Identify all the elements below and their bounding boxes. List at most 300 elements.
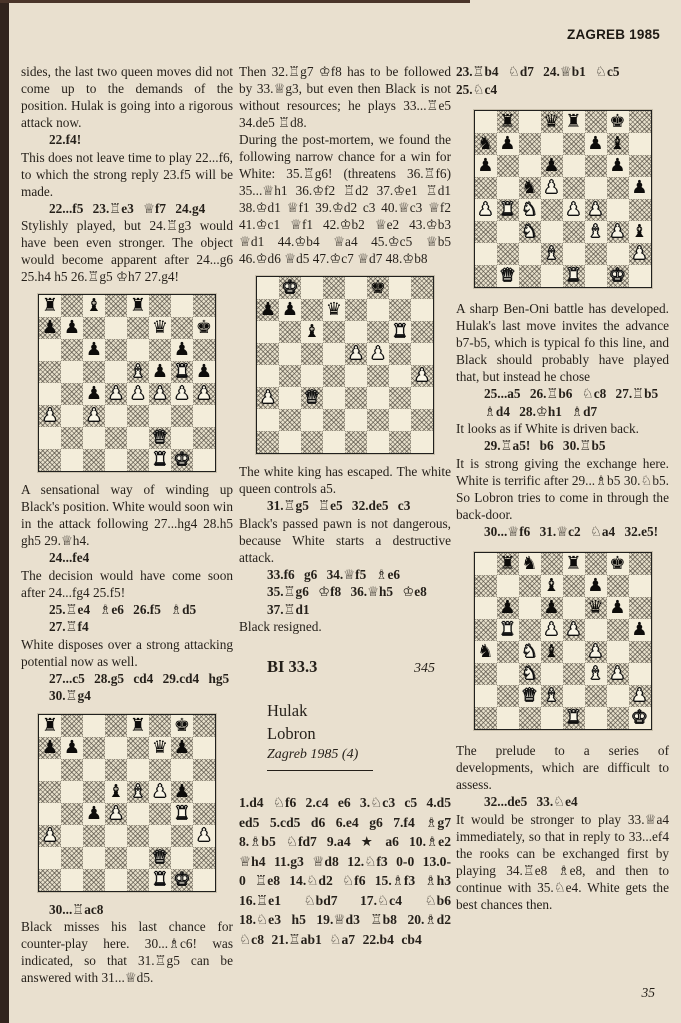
board-square-d2 [105, 847, 127, 869]
black-rook-piece: ♜ [129, 714, 147, 736]
board-square-d4 [541, 199, 563, 221]
board-square-e8 [563, 553, 585, 575]
board-square-h3 [629, 221, 651, 243]
black-pawn-piece: ♟ [41, 317, 59, 338]
white-rook-piece: ♜ [173, 361, 191, 382]
white-pawn-piece: ♟ [195, 383, 213, 404]
move-line: 23.♖b4 ♘d7 24.♕b1 ♘c5 25.♘c4 [456, 64, 620, 97]
board-square-a8 [257, 277, 279, 299]
board-square-a5 [257, 343, 279, 365]
board-square-c2 [519, 685, 541, 707]
white-pawn-piece: ♟ [369, 343, 387, 364]
white-rook-piece: ♜ [173, 802, 191, 824]
board-square-f8 [585, 553, 607, 575]
board-square-g5 [171, 361, 193, 383]
board-square-h5 [629, 619, 651, 641]
board-square-d5 [541, 177, 563, 199]
white-pawn-piece: ♟ [107, 802, 125, 824]
black-knight-piece: ♞ [521, 177, 538, 198]
divider-rule [267, 770, 373, 771]
white-pawn-piece: ♟ [609, 663, 626, 684]
move-line: 32...de5 33.♘e4 [484, 794, 578, 809]
game-score: 1.d4 ♘f6 2.c4 e6 3.♘c3 c5 4.d5 ed5 5.cd5 d6 6.e4 g6 7.f4 ♗g7 8.♗b5 ♘fd7 9.a4 ★ a6 10.♗e2 ♕h4 11.g3 ♕d8 12.♘f3 0-0 13.0-0 ♖e8 14.♘d2 ♘f6 15.♗f3 ♗h3 16.♖e1 ♘bd7 17.♘c4 ♘b6 18.♘e3 h5 19.♕d3 ♖b8 20.♗d2 ♘c8 21.♖ab1 ♘a7 22.b4 cb4 [239, 795, 451, 947]
board-square-e5 [127, 781, 149, 803]
board-square-e7 [563, 133, 585, 155]
black-knight-piece: ♞ [477, 641, 494, 662]
board-square-f4 [585, 641, 607, 663]
board-square-f7 [367, 299, 389, 321]
board-square-b8 [61, 295, 83, 317]
board-square-c4 [83, 803, 105, 825]
board-square-h4 [411, 365, 433, 387]
black-pawn-piece: ♟ [41, 736, 59, 758]
board-square-h3 [193, 825, 215, 847]
board-square-c3 [83, 405, 105, 427]
board-square-h6 [629, 155, 651, 177]
board-square-c1 [301, 431, 323, 453]
white-bishop-piece: ♝ [129, 361, 147, 382]
board-square-e6 [563, 155, 585, 177]
board-square-h2 [629, 243, 651, 265]
board-square-e1 [345, 431, 367, 453]
move-line: 30...♖ac8 [49, 901, 104, 917]
board-square-f1 [367, 431, 389, 453]
board-square-e4 [345, 365, 367, 387]
board-square-f1 [585, 265, 607, 287]
board-square-f6 [367, 321, 389, 343]
board-square-e3 [127, 825, 149, 847]
board-square-b3 [279, 387, 301, 409]
board-square-b5 [61, 781, 83, 803]
black-pawn-piece: ♟ [543, 597, 560, 618]
board-square-b6 [61, 759, 83, 781]
board-square-a3 [257, 387, 279, 409]
black-bishop-piece: ♝ [609, 133, 626, 154]
black-pawn-piece: ♟ [63, 736, 81, 758]
board-square-a5 [39, 781, 61, 803]
board-square-f5 [585, 619, 607, 641]
black-king-piece: ♚ [609, 553, 626, 574]
board-square-g5 [607, 619, 629, 641]
board-square-g4 [171, 803, 193, 825]
board-square-e3 [127, 405, 149, 427]
board-square-e5 [563, 619, 585, 641]
board-square-b4 [61, 803, 83, 825]
board-square-e4 [127, 803, 149, 825]
black-queen-piece: ♛ [151, 736, 169, 758]
black-pawn-piece: ♟ [587, 133, 604, 154]
board-square-c8 [83, 715, 105, 737]
board-square-b4 [497, 199, 519, 221]
board-square-g5 [389, 343, 411, 365]
black-pawn-piece: ♟ [477, 155, 494, 176]
board-square-h1 [629, 707, 651, 729]
board-square-d8 [541, 111, 563, 133]
board-square-d3 [541, 663, 563, 685]
text-paragraph: Black misses his last chance for counter-play here. 30...♗c6! was indicated, so that 31.♖g5 can be answered with 31...♕d5. [21, 919, 233, 985]
chess-diagram-1 [38, 294, 216, 472]
board-square-f3 [149, 405, 171, 427]
board-square-b1 [497, 265, 519, 287]
black-rook-piece: ♜ [129, 295, 147, 316]
board-square-f7 [149, 737, 171, 759]
board-square-h8 [193, 295, 215, 317]
white-pawn-piece: ♟ [173, 383, 191, 404]
text-paragraph: This does not leave time to play 22...f6, to which the strong reply 23.f5 will be made. [21, 149, 233, 199]
board-square-h5 [193, 781, 215, 803]
board-square-c4 [83, 383, 105, 405]
board-square-h6 [193, 759, 215, 781]
game-header [239, 657, 451, 771]
board-square-a6 [475, 155, 497, 177]
board-square-f8 [585, 111, 607, 133]
board-square-d1 [541, 707, 563, 729]
board-square-a4 [257, 365, 279, 387]
board-square-f2 [585, 243, 607, 265]
text-paragraph: It would be stronger to play 33.♕a4 immediately, so that in reply to 33...ef4 the rooks can be exchanged first by playing 34.♖e8 ♗e8, and then to continue with 35.♘e4. White gets the best chances then. [456, 811, 669, 912]
board-square-a7 [39, 737, 61, 759]
board-square-g4 [389, 365, 411, 387]
board-square-a7 [475, 133, 497, 155]
white-pawn-piece: ♟ [413, 365, 431, 386]
board-square-g6 [171, 759, 193, 781]
board-square-c6 [519, 597, 541, 619]
board-square-g6 [607, 597, 629, 619]
board-square-f6 [585, 155, 607, 177]
board-square-c2 [301, 409, 323, 431]
black-pawn-piece: ♟ [173, 780, 191, 802]
board-square-b1 [279, 431, 301, 453]
board-square-b8 [497, 553, 519, 575]
player-white: Hulak [267, 701, 308, 720]
board-square-g5 [607, 177, 629, 199]
board-square-d2 [105, 427, 127, 449]
white-pawn-piece: ♟ [587, 641, 604, 662]
board-square-b8 [497, 111, 519, 133]
move-line: 25.♖e4 ♗e6 26.f5 ♗d5 27.♖f4 [49, 601, 197, 634]
board-square-a4 [39, 803, 61, 825]
board-square-h4 [629, 199, 651, 221]
board-square-h1 [193, 869, 215, 891]
white-knight-piece: ♞ [521, 221, 538, 242]
board-square-e2 [563, 685, 585, 707]
board-square-h2 [193, 847, 215, 869]
board-square-a1 [39, 869, 61, 891]
board-square-e6 [563, 597, 585, 619]
board-square-c1 [83, 449, 105, 471]
black-pawn-piece: ♟ [499, 597, 516, 618]
game-number: 345 [414, 661, 435, 676]
white-pawn-piece: ♟ [587, 199, 604, 220]
scan-edge-strip [0, 0, 9, 1023]
board-square-d7 [541, 575, 563, 597]
board-square-g1 [171, 869, 193, 891]
board-square-g3 [171, 405, 193, 427]
text-paragraph: sides, the last two queen moves did not come up to the demands of the position. Hulak is going into a rigorous attack now. [21, 64, 233, 130]
board-square-f4 [367, 365, 389, 387]
board-square-e7 [127, 737, 149, 759]
black-king-piece: ♚ [609, 111, 626, 132]
board-square-a3 [475, 221, 497, 243]
board-square-b5 [497, 177, 519, 199]
board-square-a6 [39, 339, 61, 361]
black-pawn-piece: ♟ [609, 155, 626, 176]
board-square-c2 [83, 427, 105, 449]
white-queen-piece: ♛ [151, 427, 169, 448]
board-square-g4 [607, 199, 629, 221]
black-pawn-piece: ♟ [85, 802, 103, 824]
board-square-e8 [563, 111, 585, 133]
board-square-c4 [301, 365, 323, 387]
white-rook-piece: ♜ [151, 449, 169, 470]
black-rook-piece: ♜ [565, 553, 582, 574]
white-pawn-piece: ♟ [609, 221, 626, 242]
board-square-a7 [475, 575, 497, 597]
board-square-g2 [607, 685, 629, 707]
board-square-c1 [519, 265, 541, 287]
board-square-e3 [563, 663, 585, 685]
text-paragraph: A sharp Ben-Oni battle has developed. Hulak's last move invites the advance b7-b5, which is typical fo this line, and Black should probably have played that, but instead he chose [456, 301, 669, 384]
board-square-b7 [279, 299, 301, 321]
black-rook-piece: ♜ [565, 111, 582, 132]
board-square-a7 [39, 317, 61, 339]
board-square-h5 [193, 361, 215, 383]
board-square-f3 [585, 663, 607, 685]
board-square-f8 [367, 277, 389, 299]
board-square-a8 [475, 111, 497, 133]
board-square-b2 [497, 243, 519, 265]
board-square-f3 [149, 825, 171, 847]
board-square-d2 [323, 409, 345, 431]
board-square-h6 [629, 597, 651, 619]
board-square-h2 [629, 685, 651, 707]
board-square-b1 [61, 449, 83, 471]
board-square-e1 [127, 869, 149, 891]
board-square-e1 [563, 707, 585, 729]
board-square-b7 [497, 575, 519, 597]
board-square-d4 [105, 803, 127, 825]
board-square-g7 [171, 317, 193, 339]
board-square-a2 [475, 685, 497, 707]
board-square-d1 [105, 869, 127, 891]
board-square-f5 [149, 361, 171, 383]
white-pawn-piece: ♟ [85, 405, 103, 426]
board-square-b6 [279, 321, 301, 343]
board-square-a6 [257, 321, 279, 343]
board-square-c6 [301, 321, 323, 343]
board-square-f6 [585, 597, 607, 619]
board-square-c8 [83, 295, 105, 317]
board-square-b1 [61, 869, 83, 891]
board-square-e6 [345, 321, 367, 343]
board-square-h6 [193, 339, 215, 361]
board-square-h7 [193, 737, 215, 759]
board-square-g6 [389, 321, 411, 343]
board-square-b2 [61, 847, 83, 869]
board-square-b5 [497, 619, 519, 641]
white-pawn-piece: ♟ [543, 619, 560, 640]
board-square-g8 [607, 111, 629, 133]
black-queen-piece: ♛ [325, 299, 343, 320]
black-pawn-piece: ♟ [609, 597, 626, 618]
board-square-f3 [367, 387, 389, 409]
board-square-f7 [585, 575, 607, 597]
board-square-g8 [171, 715, 193, 737]
board-square-c1 [519, 707, 541, 729]
black-pawn-piece: ♟ [543, 155, 560, 176]
board-square-a2 [39, 427, 61, 449]
white-bishop-piece: ♝ [543, 243, 560, 264]
board-square-b2 [497, 685, 519, 707]
board-square-d1 [541, 265, 563, 287]
board-square-e2 [345, 409, 367, 431]
board-square-a2 [39, 847, 61, 869]
board-square-h7 [629, 575, 651, 597]
board-square-a5 [475, 619, 497, 641]
board-square-d3 [105, 405, 127, 427]
black-rook-piece: ♜ [499, 111, 516, 132]
board-square-g6 [171, 339, 193, 361]
board-square-f7 [585, 133, 607, 155]
page-number: 35 [641, 985, 655, 1000]
board-square-c7 [83, 737, 105, 759]
board-square-b2 [279, 409, 301, 431]
board-square-c7 [83, 317, 105, 339]
board-square-h4 [193, 383, 215, 405]
white-king-piece: ♚ [281, 277, 299, 298]
board-square-c5 [519, 177, 541, 199]
board-square-b3 [497, 663, 519, 685]
board-square-d8 [105, 295, 127, 317]
board-square-f4 [149, 383, 171, 405]
white-queen-piece: ♛ [499, 265, 516, 286]
white-pawn-piece: ♟ [543, 177, 560, 198]
white-pawn-piece: ♟ [107, 383, 125, 404]
black-king-piece: ♚ [173, 714, 191, 736]
move-line: 27...c5 28.g5 cd4 29.cd4 hg5 30.♖g4 [49, 670, 230, 703]
board-square-a1 [475, 265, 497, 287]
board-square-a5 [39, 361, 61, 383]
board-square-b5 [61, 361, 83, 383]
board-square-b6 [497, 155, 519, 177]
board-square-d5 [323, 343, 345, 365]
board-square-f8 [149, 715, 171, 737]
board-square-g2 [389, 409, 411, 431]
board-square-h7 [193, 317, 215, 339]
board-square-g1 [607, 265, 629, 287]
board-square-g3 [171, 825, 193, 847]
board-square-h8 [193, 715, 215, 737]
board-square-h7 [411, 299, 433, 321]
board-square-d5 [105, 781, 127, 803]
board-square-g3 [607, 663, 629, 685]
chess-diagram-5 [474, 552, 652, 730]
board-square-h5 [411, 343, 433, 365]
board-square-c8 [519, 553, 541, 575]
black-bishop-piece: ♝ [107, 780, 125, 802]
board-square-c7 [301, 299, 323, 321]
board-square-c3 [519, 221, 541, 243]
black-pawn-piece: ♟ [631, 619, 648, 640]
white-bishop-piece: ♝ [129, 780, 147, 802]
white-pawn-piece: ♟ [477, 199, 494, 220]
black-pawn-piece: ♟ [631, 177, 648, 198]
board-square-a4 [39, 383, 61, 405]
board-square-b7 [61, 317, 83, 339]
black-queen-piece: ♛ [587, 597, 604, 618]
board-square-c1 [83, 869, 105, 891]
board-square-g8 [607, 553, 629, 575]
board-square-d4 [541, 641, 563, 663]
white-pawn-piece: ♟ [151, 383, 169, 404]
board-square-e2 [127, 427, 149, 449]
board-square-e8 [345, 277, 367, 299]
black-pawn-piece: ♟ [85, 339, 103, 360]
board-square-g7 [607, 575, 629, 597]
white-rook-piece: ♜ [565, 707, 582, 728]
board-square-d7 [105, 737, 127, 759]
text-paragraph: The white king has escaped. The white queen controls a5. [239, 464, 451, 496]
board-square-c8 [301, 277, 323, 299]
board-square-h4 [193, 803, 215, 825]
board-square-d6 [105, 759, 127, 781]
board-square-g4 [607, 641, 629, 663]
board-square-a1 [257, 431, 279, 453]
player-black: Lobron [267, 724, 316, 743]
board-square-c3 [83, 825, 105, 847]
black-rook-piece: ♜ [499, 553, 516, 574]
board-square-b2 [61, 427, 83, 449]
white-pawn-piece: ♟ [631, 685, 648, 706]
board-square-d8 [541, 553, 563, 575]
board-square-e3 [345, 387, 367, 409]
analysis-paragraph: During the post-mortem, we found the following narrow chance for a win for White: 35.♖g6! (threatens 36.♖f6) 35...♕h1 36.♔f2 ♖d2 37.♔e1 ♖d1 38.♔d1 ♕f1 39.♔d2 c3 40.♕c3 ♕f2 41.♔c1 ♕f1 42.♔b2 ♕e2 43.♔b3 ♕d1 44.♔b4 ♕a4 45.♔c5 ♕b5 46.♔d6 ♕d5 47.♔c7 ♕d7 48.♔b8 [239, 132, 451, 266]
white-bishop-piece: ♝ [587, 221, 604, 242]
board-square-h1 [193, 449, 215, 471]
board-square-h8 [629, 111, 651, 133]
board-square-b8 [61, 715, 83, 737]
board-square-c3 [519, 663, 541, 685]
text-paragraph: It is strong giving the exchange here. White is terrific after 29...♗b5 30.♘b5. So Lobron tries to come in through the back-door. [456, 455, 669, 522]
white-pawn-piece: ♟ [41, 405, 59, 426]
board-square-g3 [389, 387, 411, 409]
board-square-c6 [83, 759, 105, 781]
board-square-g2 [171, 847, 193, 869]
board-square-c3 [301, 387, 323, 409]
board-square-e8 [127, 295, 149, 317]
board-square-h3 [193, 405, 215, 427]
black-queen-piece: ♛ [151, 317, 169, 338]
board-square-f2 [149, 847, 171, 869]
chess-diagram-3 [256, 276, 434, 454]
board-square-f8 [149, 295, 171, 317]
board-square-a4 [475, 641, 497, 663]
board-square-g7 [171, 737, 193, 759]
black-queen-piece: ♛ [543, 111, 560, 132]
board-square-d2 [541, 243, 563, 265]
board-square-d4 [105, 383, 127, 405]
column-middle [239, 63, 451, 963]
board-square-g3 [607, 221, 629, 243]
running-header: ZAGREB 1985 [567, 27, 660, 42]
board-square-e3 [563, 221, 585, 243]
board-square-h1 [629, 265, 651, 287]
black-bishop-piece: ♝ [303, 321, 321, 342]
black-bishop-piece: ♝ [85, 295, 103, 316]
board-square-d6 [105, 339, 127, 361]
text-paragraph: White disposes over a strong attacking potential now as well. [21, 636, 233, 669]
board-square-a1 [475, 707, 497, 729]
